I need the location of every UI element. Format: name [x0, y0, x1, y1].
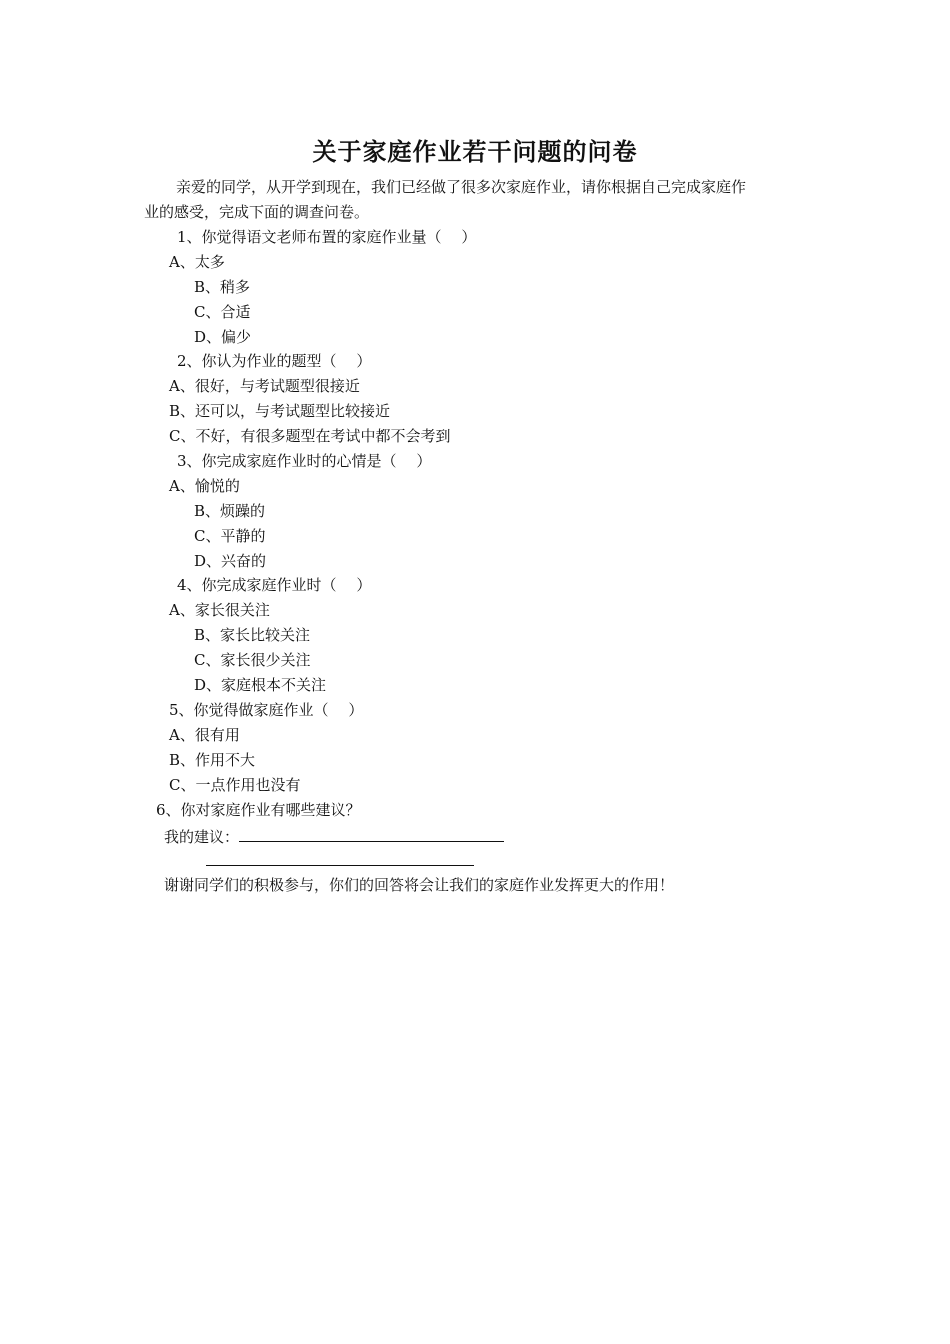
- q2-option-a: A、很好，与考试题型很接近: [169, 377, 360, 395]
- question-6: 6、你对家庭作业有哪些建议？: [156, 801, 361, 819]
- closing-note: 谢谢同学们的积极参与，你们的回答将会让我们的家庭作业发挥更大的作用！: [164, 876, 675, 894]
- suggestion-row: [164, 825, 504, 847]
- q2-option-b: B、还可以，与考试题型比较接近: [169, 402, 391, 420]
- q1-option-d: D、偏少: [194, 328, 252, 346]
- page-title: 关于家庭作业若干问题的问卷: [312, 138, 638, 166]
- suggestion-row-2: [206, 849, 474, 871]
- question-1: 1、你觉得语文老师布置的家庭作业量（ ）: [177, 228, 477, 246]
- q4-option-d: D、家庭根本不关注: [194, 676, 327, 694]
- question-3: 3、你完成家庭作业时的心情是（ ）: [177, 452, 432, 470]
- q4-option-b: B、家长比较关注: [194, 626, 311, 644]
- intro-line-2: 业的感受，完成下面的调查问卷。: [144, 203, 370, 221]
- q3-option-c: C、平静的: [194, 527, 266, 545]
- q3-option-a: A、愉悦的: [169, 477, 240, 495]
- q5-option-a: A、很有用: [169, 726, 240, 744]
- q5-option-b: B、作用不大: [169, 751, 256, 769]
- question-5: 5、你觉得做家庭作业（ ）: [169, 701, 364, 719]
- q3-option-d: D、兴奋的: [194, 552, 267, 570]
- suggestion-blank-2[interactable]: [206, 849, 474, 866]
- q3-option-b: B、烦躁的: [194, 502, 266, 520]
- q4-option-a: A、家长很关注: [169, 601, 270, 619]
- q1-option-a: A、太多: [169, 253, 225, 271]
- intro-line-1: 亲爱的同学，从开学到现在，我们已经做了很多次家庭作业，请你根据自己完成家庭作: [176, 178, 747, 196]
- q4-option-c: C、家长很少关注: [194, 651, 311, 669]
- suggestion-label: 我的建议：: [164, 828, 240, 846]
- question-2: 2、你认为作业的题型（ ）: [177, 352, 372, 370]
- q1-option-c: C、合适: [194, 303, 251, 321]
- question-4: 4、你完成家庭作业时（ ）: [177, 576, 372, 594]
- q1-option-b: B、稍多: [194, 278, 251, 296]
- suggestion-blank-1[interactable]: [239, 825, 504, 842]
- q2-option-c: C、不好，有很多题型在考试中都不会考到: [169, 427, 451, 445]
- q5-option-c: C、一点作用也没有: [169, 776, 301, 794]
